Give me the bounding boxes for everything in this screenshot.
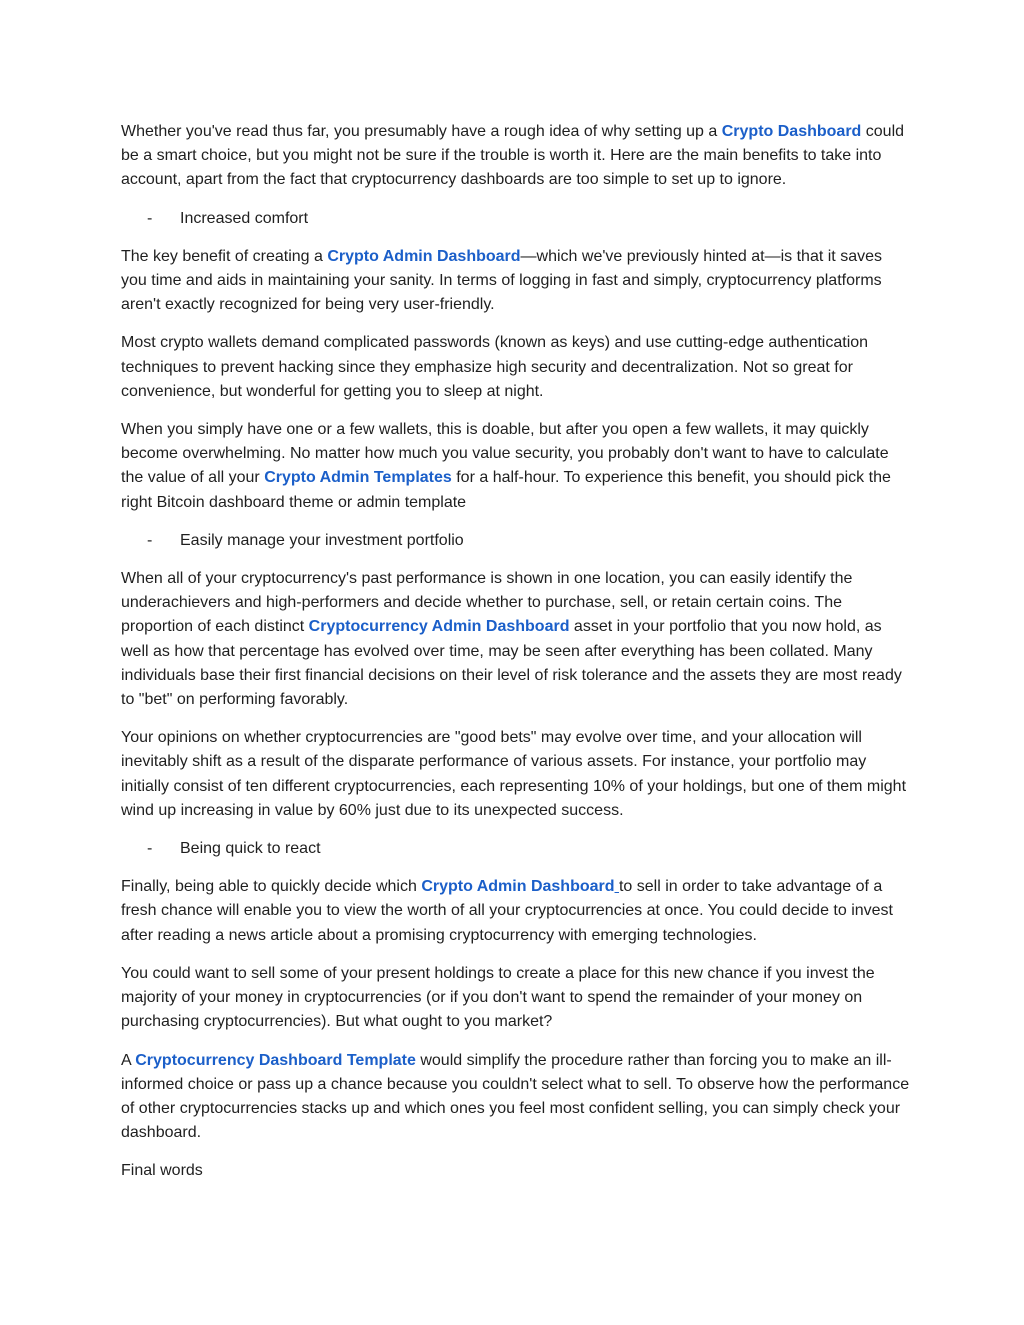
paragraph-key-benefit	[121, 245, 911, 318]
paragraph-intro	[121, 120, 911, 193]
link-crypto-admin-templates[interactable]: Crypto Admin Templates	[264, 469, 452, 487]
paragraph-text: Finally, being able to quickly decide which	[121, 878, 422, 896]
paragraph-text: could be a smart choice, but you might not be sure if the trouble is worth it. Here are the main benefits to take into account, apart from the fact that cryptocurrency dashboards are too simple to set up to ignore.	[121, 123, 905, 189]
paragraph-text: When you simply have one or a few wallets, this is doable, but after you open a few wallets, it may quickly become overwhelming. No matter how much you value security, you probably don't want to have to calculate the value of all your	[121, 421, 889, 487]
paragraph-text: The key benefit of creating a	[121, 247, 328, 265]
bullet-text: Being quick to react	[180, 840, 321, 858]
paragraph-text: A	[121, 1051, 136, 1069]
bullet-dash: -	[147, 840, 153, 858]
link-crypto-dashboard[interactable]: Crypto Dashboard	[721, 123, 862, 140]
paragraph-wallets: Most crypto wallets demand complicated passwords (known as keys) and use cutting-edge authentication techniques to prevent hacking since they emphasize high security and decentralization. Not so great for convenience, but wonderful for getting you to sleep at night.	[121, 334, 869, 400]
bullet-dash: -	[147, 531, 153, 549]
paragraph-text: asset in your portfolio that you now hold, as well as how that percentage has evolved over time, may be seen after everything has been collated. Many individuals base their first financial decisions on their level of risk tolerance and the assets they are most ready to "bet" on performing favorably.	[121, 618, 902, 709]
link-cryptocurrency-dashboard-template[interactable]: Cryptocurrency Dashboard Template	[135, 1051, 416, 1069]
paragraph-finally	[121, 875, 911, 948]
paragraph-text: Whether you've read thus far, you presumably have a rough idea of why setting up a	[121, 123, 722, 140]
bullet-dash: -	[147, 209, 153, 227]
bullet-increased-comfort	[121, 207, 911, 231]
bullet-manage-portfolio	[121, 529, 911, 553]
paragraph-text: would simplify the procedure rather than forcing you to make an ill-informed choice or pass up a chance because you couldn't select what to sell. To observe how the performance of other cryptocurrencies stacks up and which ones you feel most confident selling, you can simply check your dashboard.	[121, 1051, 910, 1142]
heading-final-words: Final words	[121, 1162, 203, 1180]
paragraph-performance	[121, 567, 911, 712]
paragraph-overwhelming	[121, 418, 911, 515]
bullet-text: Increased comfort	[180, 209, 309, 227]
paragraph-text: for a half-hour. To experience this benefit, you should pick the right Bitcoin dashboard theme or admin template	[121, 469, 891, 511]
paragraph-sell-holdings: You could want to sell some of your present holdings to create a place for this new chance if you invest the majority of your money in cryptocurrencies (or if you don't want to spend the remainder of your money on purchasing cryptocurrencies). But what ought to you market?	[121, 964, 875, 1031]
bullet-quick-react	[121, 837, 911, 861]
bullet-text: Easily manage your investment portfolio	[180, 531, 464, 549]
document-page	[121, 120, 911, 1198]
link-cryptocurrency-admin-dashboard[interactable]: Cryptocurrency Admin Dashboard	[308, 618, 570, 636]
paragraph-text: to sell in order to take advantage of a fresh chance will enable you to view the worth of all your cryptocurrencies at once. You could decide to invest after reading a news article about a promising cryptocurrency with emerging technologies.	[121, 878, 893, 944]
paragraph-text: —which we've previously hinted at—is that it saves you time and aids in maintaining your sanity. In terms of logging in fast and simply, cryptocurrency platforms aren't exactly recognized for being very user-friendly.	[121, 247, 882, 314]
paragraph-opinions: Your opinions on whether cryptocurrencies are "good bets" may evolve over time, and your allocation will inevitably shift as a result of the disparate performance of various assets. For instance, your portfolio may initially consist of ten different cryptocurrencies, each representing 10% of your holdings, but one of them might wind up increasing in value by 60% just due to its unexpected success.	[121, 729, 907, 819]
paragraph-text: When all of your cryptocurrency's past performance is shown in one location, you can easily identify the underachievers and high-performers and decide whether to purchase, sell, or retain certain coins. The proportion of each distinct	[121, 570, 853, 636]
paragraph-template	[121, 1049, 911, 1146]
link-crypto-admin-dashboard[interactable]: Crypto Admin Dashboard	[327, 247, 521, 265]
link-crypto-admin-dashboard-2[interactable]: Crypto Admin Dashboard	[421, 878, 615, 896]
